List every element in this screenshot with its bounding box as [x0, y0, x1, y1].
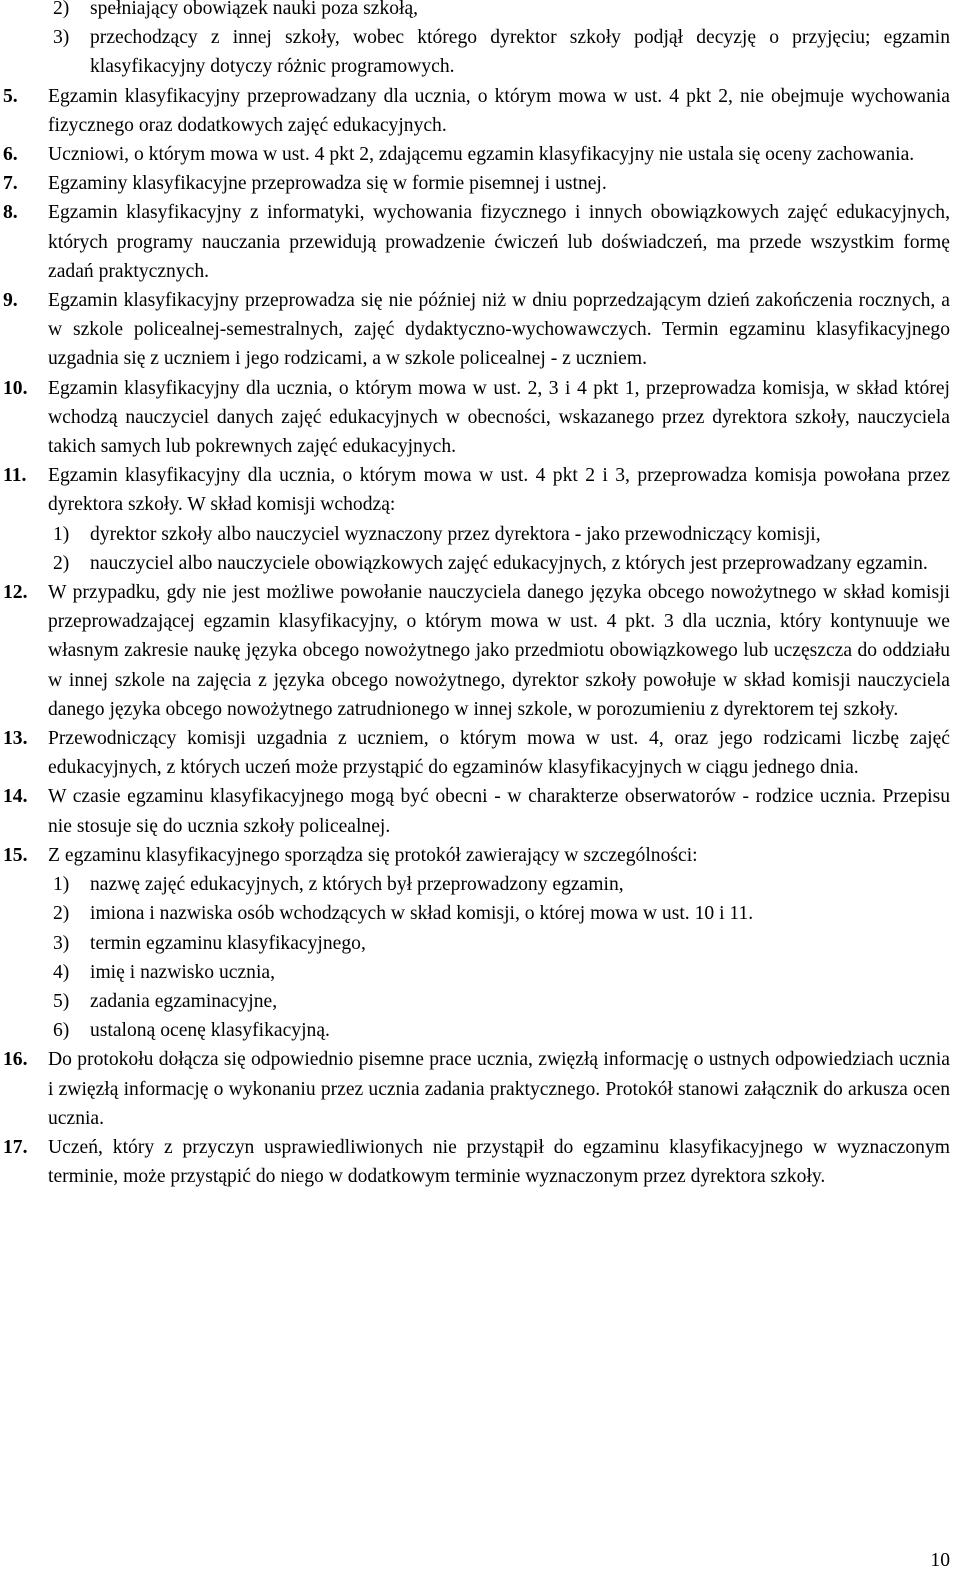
list-item-text: nauczyciel albo nauczyciele obowiązkowych zajęć edukacyjnych, z których jest przeprowadzany egzamin.: [90, 552, 928, 574]
paragraph-number: 5.: [3, 85, 18, 107]
list-item-text: przechodzący z innej szkoły, wobec którego dyrektor szkoły podjął decyzję o przyjęciu; egzamin klasyfikacyjny dotyczy różnic programowych.: [90, 27, 950, 78]
paragraph-number: 14.: [3, 786, 28, 808]
list-item-text: ustaloną ocenę klasyfikacyjną.: [90, 1020, 330, 1042]
paragraph-number: 7.: [3, 173, 18, 195]
list-item-number: 1): [53, 874, 70, 896]
paragraph: [3, 782, 950, 840]
paragraph: [3, 578, 950, 724]
list-item-text: imiona i nazwiska osób wchodzących w skład komisji, o której mowa w ust. 10 i 11.: [90, 903, 754, 925]
paragraph: [3, 286, 950, 374]
list-item: [53, 23, 950, 81]
paragraph-text: Z egzaminu klasyfikacyjnego sporządza się protokół zawierający w szczególności:: [48, 844, 698, 866]
paragraph-text: Przewodniczący komisji uzgadnia z uczniem, o którym mowa w ust. 4, oraz jego rodzicami liczbę zajęć edukacyjnych, z których uczeń może przystąpić do egzaminów klasyfikacyjnych w ciągu jednego dnia.: [48, 728, 950, 779]
list-item: [53, 929, 950, 958]
list-item-text: spełniający obowiązek nauki poza szkołą,: [90, 0, 419, 19]
paragraph-number: 8.: [3, 202, 18, 224]
list-item-number: 2): [53, 0, 70, 19]
list-item-text: nazwę zajęć edukacyjnych, z których był przeprowadzony egzamin,: [90, 874, 624, 896]
list-item: [53, 1016, 950, 1045]
paragraph: [3, 1045, 950, 1133]
list-item-text: termin egzaminu klasyfikacyjnego,: [90, 932, 366, 954]
list-item-text: zadania egzaminacyjne,: [90, 990, 278, 1012]
paragraph-text: W czasie egzaminu klasyfikacyjnego mogą być obecni - w charakterze obserwatorów - rodzice ucznia. Przepisu nie stosuje się do ucznia szkoły policealnej.: [48, 786, 950, 837]
paragraph-number: 17.: [3, 1136, 28, 1158]
list-item-number: 3): [53, 27, 70, 49]
paragraph-number: 13.: [3, 728, 28, 750]
paragraph-number: 6.: [3, 144, 18, 166]
list-item-text: imię i nazwisko ucznia,: [90, 961, 275, 983]
list-item-number: 2): [53, 903, 70, 925]
paragraph-text: Uczniowi, o którym mowa w ust. 4 pkt 2, zdającemu egzamin klasyfikacyjny nie ustala się oceny zachowania.: [48, 144, 915, 166]
paragraph-number: 16.: [3, 1049, 28, 1071]
list-item: [53, 899, 950, 928]
paragraph-text: W przypadku, gdy nie jest możliwe powołanie nauczyciela danego języka obcego nowożytnego w skład komisji przeprowadzającej egzamin klasyfikacyjny, o którym mowa w ust. 4 pkt. 3 dla ucznia, który kontynuuje we własnym zakresie naukę języka obcego nowożytnego jako przedmiotu obowiązkowego lub uczęszcza do oddziału w innej szkole na zajęcia z języka obcego nowożytnego, dyrektor szkoły powołuje w skład komisji nauczyciela danego języka obcego nowożytnego zatrudnionego w innej szkole, w porozumieniu z dyrektorem tej szkoły.: [48, 582, 950, 720]
paragraph-number: 9.: [3, 290, 18, 312]
paragraph: [3, 461, 950, 519]
list-item-text: dyrektor szkoły albo nauczyciel wyznaczony przez dyrektora - jako przewodniczący komisji,: [90, 523, 821, 545]
paragraph-text: Egzaminy klasyfikacyjne przeprowadza się w formie pisemnej i ustnej.: [48, 173, 607, 195]
paragraph-number: 15.: [3, 844, 28, 866]
list-item: [53, 0, 950, 23]
paragraph: [3, 724, 950, 782]
paragraph-number: 10.: [3, 377, 28, 399]
list-item: [53, 549, 950, 578]
paragraph: [3, 82, 950, 140]
paragraph-text: Uczeń, który z przyczyn usprawiedliwionych nie przystąpił do egzaminu klasyfikacyjnego w wyznaczonym terminie, może przystąpić do niego w dodatkowym terminie wyznaczonym przez dyrektora szkoły.: [48, 1136, 950, 1188]
paragraph-text: Egzamin klasyfikacyjny dla ucznia, o którym mowa w ust. 2, 3 i 4 pkt 1, przeprowadza komisja, w skład której wchodzą nauczyciel danych zajęć edukacyjnych w obecności, wskazanego przez dyrektora szkoły, nauczyciela takich samych lub pokrewnych zajęć edukacyjnych.: [48, 377, 950, 458]
paragraph: [3, 1133, 950, 1191]
paragraph-number: 12.: [3, 582, 28, 604]
paragraph: [3, 169, 950, 198]
paragraph-list: [0, 82, 960, 1192]
paragraph-text: Egzamin klasyfikacyjny z informatyki, wychowania fizycznego i innych obowiązkowych zajęć edukacyjnych, których programy nauczania przewidują prowadzenie ćwiczeń lub doświadczeń, ma przede wszystkim formę zadań praktycznych.: [48, 202, 950, 282]
list-item-number: 1): [53, 523, 70, 545]
page-number: 10: [930, 1550, 950, 1571]
paragraph-text: Egzamin klasyfikacyjny dla ucznia, o którym mowa w ust. 4 pkt 2 i 3, przeprowadza komisja powołana przez dyrektora szkoły. W skład komisji wchodzą:: [48, 465, 950, 516]
paragraph-text: Do protokołu dołącza się odpowiednio pisemne prace ucznia, zwięzłą informację o ustnych odpowiedziach ucznia i zwięzłą informację o wykonaniu przez ucznia zadania praktycznego. Protokół stanowi załącznik do arkusza ocen ucznia.: [48, 1049, 950, 1129]
paragraph-text: Egzamin klasyfikacyjny przeprowadza się nie później niż w dniu poprzedzającym dzień zakończenia rocznych, a w szkole policealnej-semestralnych, zajęć dydaktyczno-wychowawczych. Termin egzaminu klasyfikacyjnego uzgadnia się z uczniem i jego rodzicami, a w szkole policealnej - z uczniem.: [48, 290, 950, 370]
paragraph: [3, 374, 950, 462]
paragraph-text: Egzamin klasyfikacyjny przeprowadzany dla ucznia, o którym mowa w ust. 4 pkt 2, nie obejmuje wychowania fizycznego oraz dodatkowych zajęć edukacyjnych.: [48, 85, 950, 136]
list-item: [53, 520, 950, 549]
paragraph-number: 11.: [3, 465, 27, 487]
paragraph: [3, 198, 950, 286]
paragraph: [3, 841, 950, 870]
list-item-number: 5): [53, 990, 70, 1012]
list-item: [53, 987, 950, 1016]
lead-items: [0, 0, 960, 82]
list-item-number: 6): [53, 1020, 70, 1042]
list-item-number: 3): [53, 932, 70, 954]
list-item: [53, 958, 950, 987]
paragraph: [3, 140, 950, 169]
list-item: [53, 870, 950, 899]
list-item-number: 2): [53, 552, 70, 574]
list-item-number: 4): [53, 961, 70, 983]
